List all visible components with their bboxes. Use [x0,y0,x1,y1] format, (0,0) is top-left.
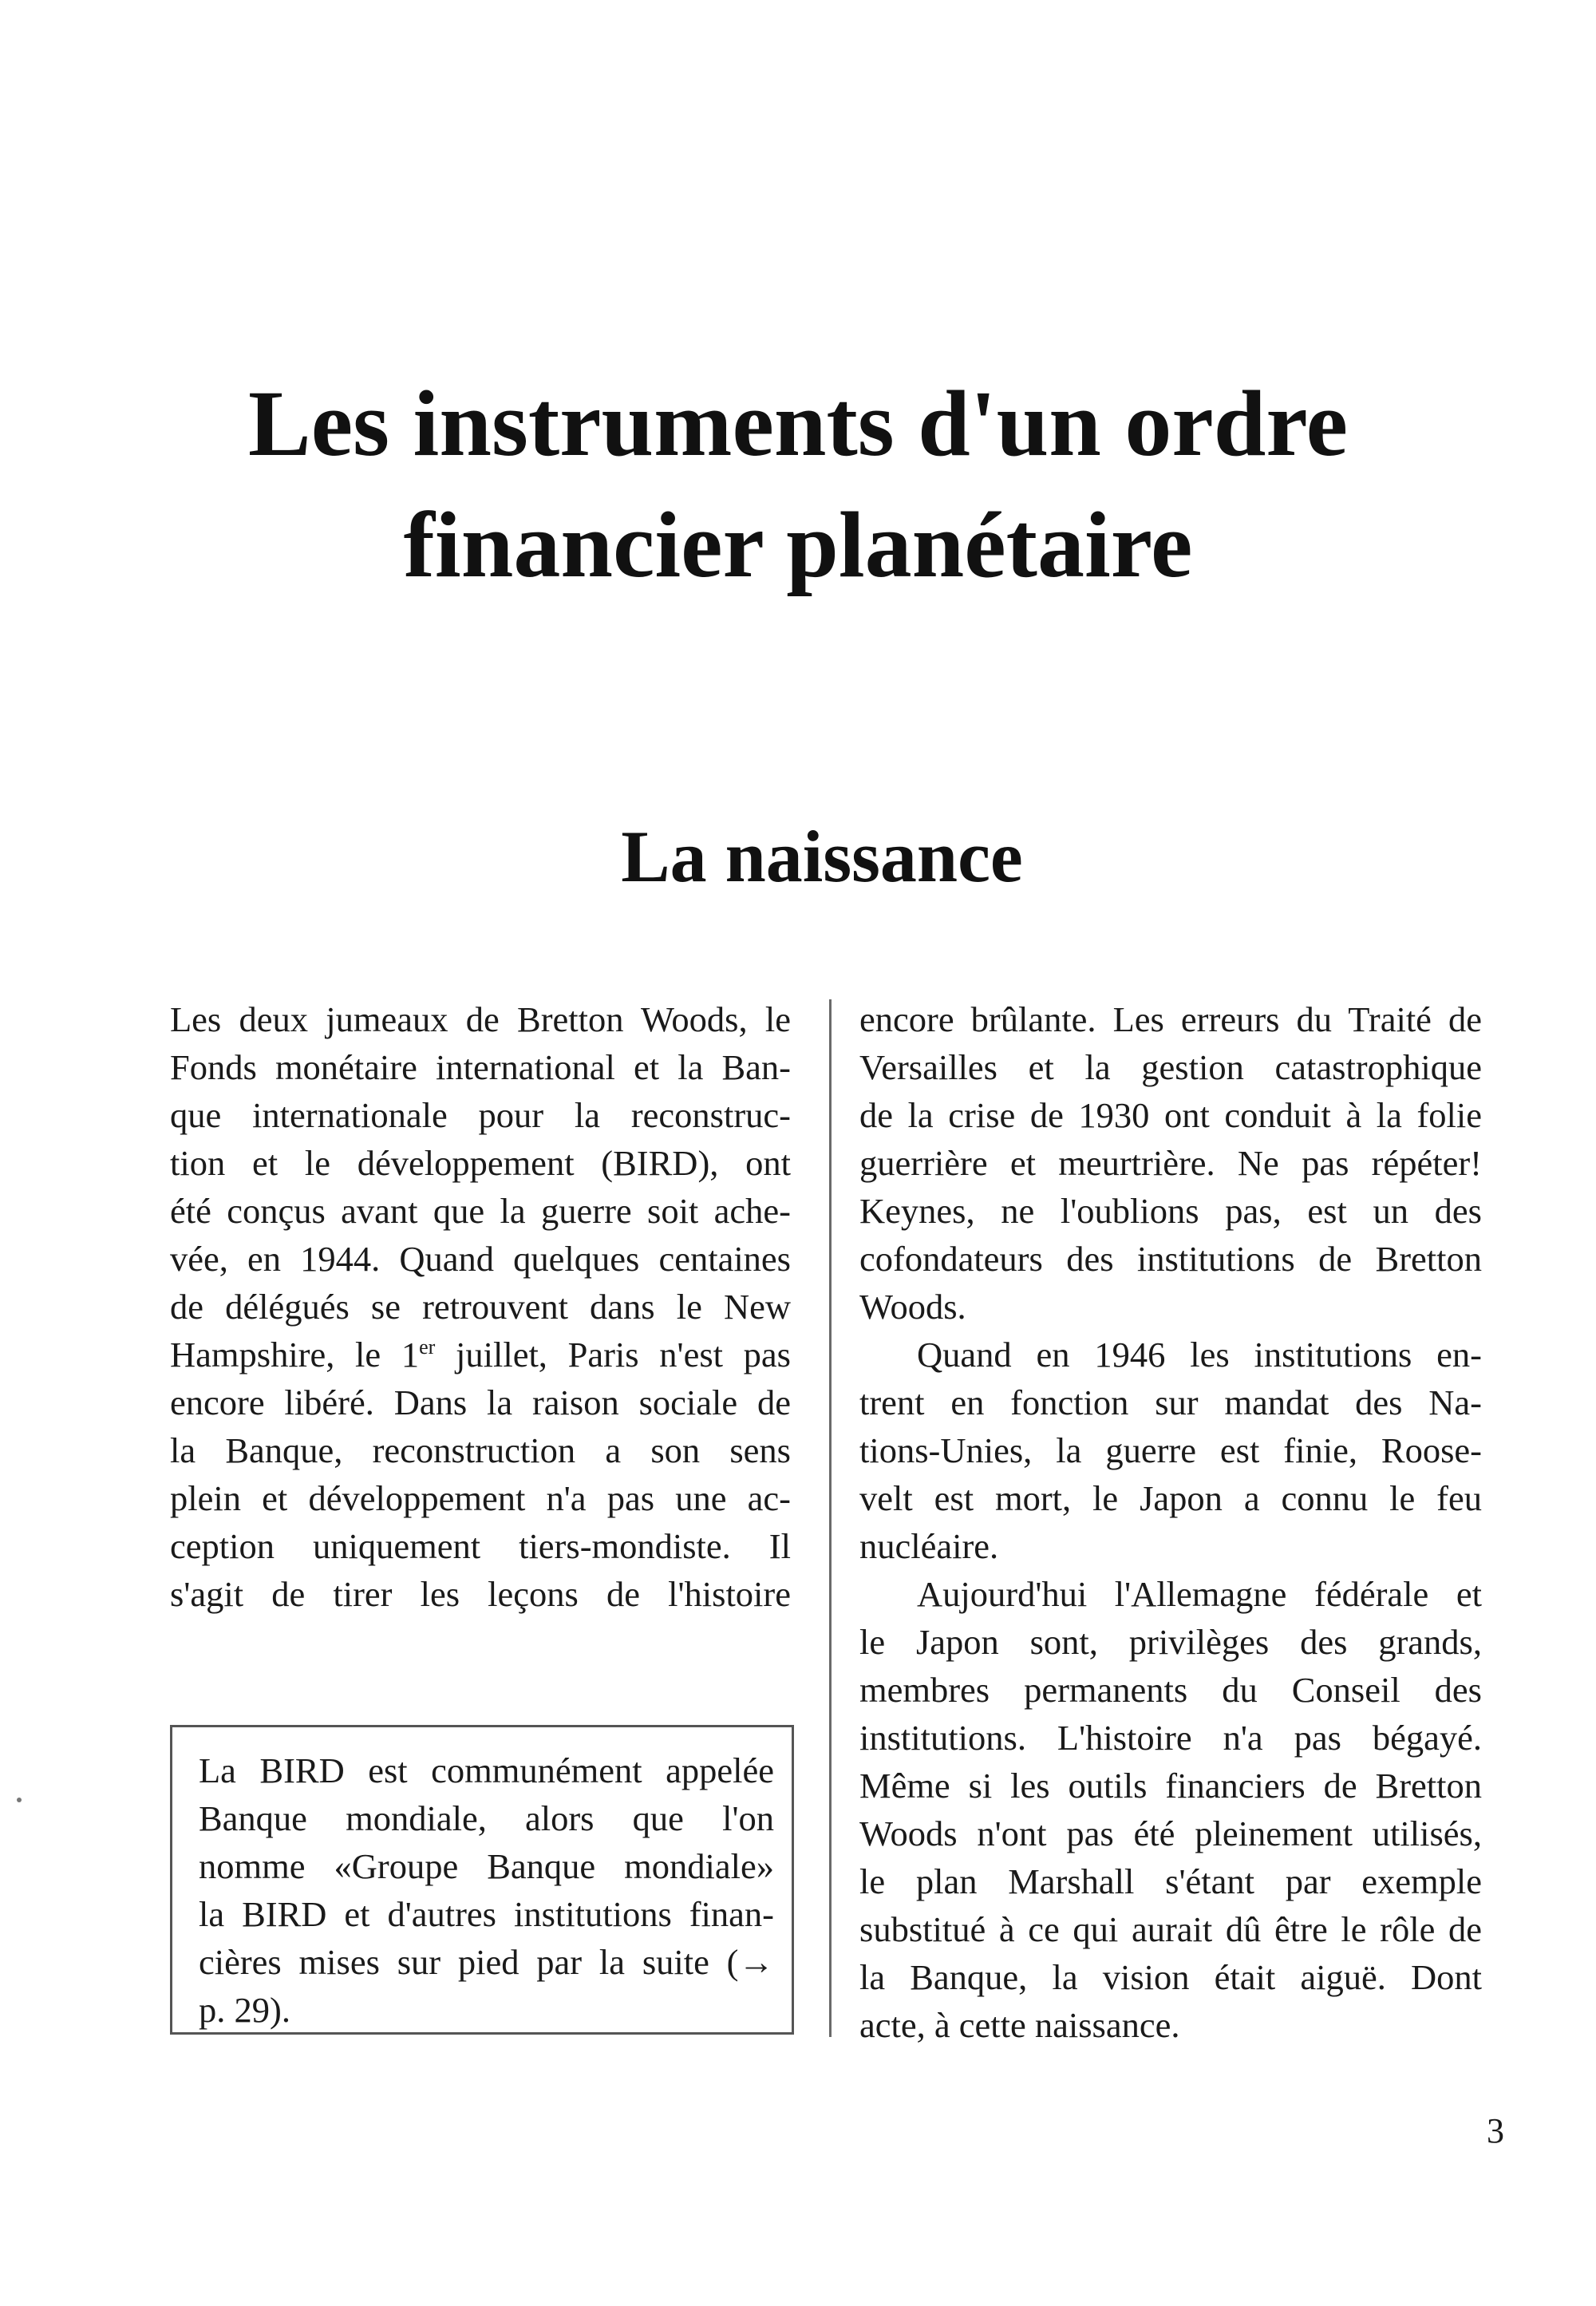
body-line: s'agit de tirer les leçons de l'histoire [170,1574,791,1614]
body-line: ception uniquement tiers-mondiste. Il [170,1526,791,1566]
column-divider [829,999,832,2037]
section-title: La naissance [621,816,1023,897]
body-line: velt est mort, le Japon a connu le feu [859,1478,1482,1518]
body-line: été conçus avant que la guerre soit ache- [170,1191,791,1231]
body-line: que internationale pour la reconstruc- [170,1095,791,1135]
body-line: Versailles et la gestion catastrophique [859,1047,1482,1087]
body-line: Quand en 1946 les institutions en- [917,1335,1482,1375]
body-line: la Banque, la vision était aiguë. Dont [859,1957,1482,1997]
body-line: membres permanents du Conseil des [859,1670,1482,1710]
body-line: de la crise de 1930 ont conduit à la folie [859,1095,1482,1135]
margin-mark [17,1798,22,1802]
body-line: Fonds monétaire international et la Ban- [170,1047,791,1087]
body-line: nucléaire. [859,1526,999,1566]
body-line: guerrière et meurtrière. Ne pas répéter! [859,1143,1482,1183]
body-line: Même si les outils financiers de Bretton [859,1766,1482,1806]
body-line: acte, à cette naissance. [859,2005,1180,2045]
body-line: Hampshire, le 1er juillet, Paris n'est pas [170,1335,791,1375]
body-line: encore brûlante. Les erreurs du Traité de [859,999,1482,1039]
sidebar-line: cières mises sur pied par la suite (→ [199,1942,774,1982]
sidebar-line: p. 29). [199,1990,290,2030]
body-line: le Japon sont, privilèges des grands, [859,1622,1482,1662]
chapter-title [0,363,1596,606]
body-line: trent en fonction sur mandat des Na- [859,1382,1482,1422]
body-line: vée, en 1944. Quand quelques centaines [170,1239,791,1279]
sidebar-line: Banque mondiale, alors que l'on [199,1798,774,1838]
chapter-title-line-1: Les instruments d'un ordre [248,371,1348,476]
body-line: institutions. L'histoire n'a pas bégayé. [859,1718,1482,1758]
body-line: la Banque, reconstruction a son sens [170,1430,791,1470]
body-line: Woods n'ont pas été pleinement utilisés, [859,1814,1482,1853]
left-column [170,995,791,1618]
body-line: Les deux jumeaux de Bretton Woods, le [170,999,791,1039]
body-line: encore libéré. Dans la raison sociale de [170,1382,791,1422]
body-line: Aujourd'hui l'Allemagne fédérale et [917,1574,1482,1614]
sidebar-line: nomme «Groupe Banque mondiale» [199,1846,774,1886]
body-line: de délégués se retrouvent dans le New [170,1287,791,1327]
body-line: Woods. [859,1287,966,1327]
body-line: cofondateurs des institutions de Bretton [859,1239,1482,1279]
body-line: Keynes, ne l'oublions pas, est un des [859,1191,1482,1231]
body-line: substitué à ce qui aurait dû être le rôle de [859,1909,1482,1949]
page-number: 3 [1487,2111,1504,2150]
body-line: tions-Unies, la guerre est finie, Roose- [859,1430,1482,1470]
body-line: plein et développement n'a pas une ac- [170,1478,791,1518]
right-column [859,995,1482,2049]
sidebar-box [170,1725,794,2035]
sidebar-line: La BIRD est communément appelée [199,1750,774,1790]
sidebar-line: la BIRD et d'autres institutions finan- [199,1894,774,1934]
body-line: le plan Marshall s'étant par exemple [859,1861,1482,1901]
chapter-title-line-2: financier planétaire [403,492,1193,597]
body-line: tion et le développement (BIRD), ont [170,1143,791,1183]
